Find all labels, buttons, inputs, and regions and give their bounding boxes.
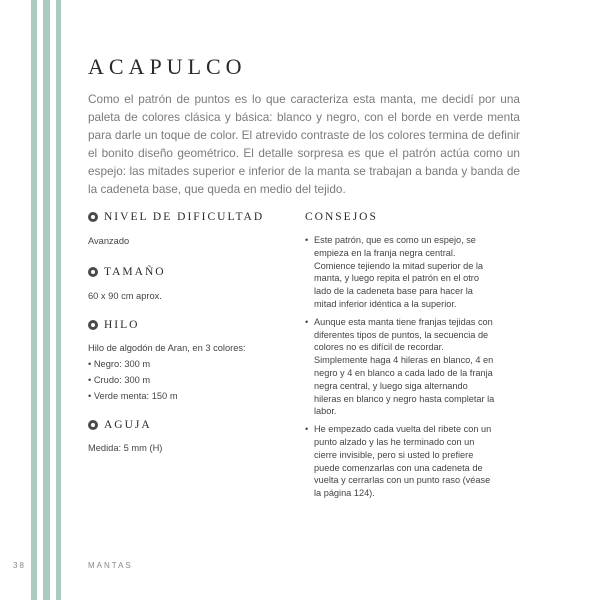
page-number: 38 (13, 561, 26, 570)
level-icon (88, 212, 98, 222)
difficulty-heading: NIVEL DE DIFICULTAD (104, 211, 265, 223)
yarn-icon (88, 320, 98, 330)
tips-heading: CONSEJOS (305, 211, 378, 223)
difficulty-section (88, 208, 288, 249)
hook-heading: AGUJA (104, 419, 152, 431)
tip-item: • Aunque esta manta tiene franjas tejidas con diferentes tipos de puntos, la secuencia de colores no es difícil de recordar. Simplemente haga 4 hileras en blanco, 4 en negro y 4 en blanco a cada lado de la franja negra central, y luego siga alternando hileras en blanco y negro hasta completar la labor. (305, 316, 495, 417)
size-heading: TAMAÑO (104, 266, 166, 278)
tip-item: • He empezado cada vuelta del ribete con un punto alzado y las he terminado con un cierre invisible, pero si usted lo prefiere puede comenzarlas con una cadeneta de vuelta y cerrarlas con un punto raso (véase la página 124). (305, 424, 492, 499)
pattern-specs (88, 208, 288, 456)
yarn-item: • Verde menta: 150 m (88, 391, 178, 401)
size-section (88, 263, 288, 304)
yarn-section (88, 316, 288, 404)
hook-icon (88, 420, 98, 430)
tips-section (305, 208, 495, 505)
decorative-stripe (43, 0, 50, 600)
yarn-item: • Negro: 300 m (88, 359, 151, 369)
section-name: MANTAS (88, 561, 133, 570)
size-icon (88, 267, 98, 277)
decorative-stripe (31, 0, 37, 600)
decorative-stripe (56, 0, 61, 600)
intro-paragraph: Como el patrón de puntos es lo que caracteriza esta manta, me decidí por una paleta de colores clásica y básica: blanco y negro, con el borde en verde menta para darle un toque de color. El atrevido contraste de los colores termina de definir el bonito diseño geométrico. El detalle sorpresa es que el patrón actúa como un espejo: las mitades superior e inferior de la manta se trabajan a banda y banda de la cadeneta base, que queda en medio del tejido. (88, 92, 520, 196)
yarn-intro: Hilo de algodón de Aran, en 3 colores: (88, 343, 246, 353)
difficulty-value: Avanzado (88, 236, 130, 246)
yarn-heading: HILO (104, 319, 140, 331)
hook-value: Medida: 5 mm (H) (88, 443, 163, 453)
tip-item: • Este patrón, que es como un espejo, se empieza en la franja negra central. Comience tejiendo la mitad superior de la manta, y luego repita el patrón en el otro lado de la cadeneta base para hacer la mitad inferior idéntica a la superior. (305, 235, 484, 309)
size-value: 60 x 90 cm aprox. (88, 291, 162, 301)
page-title: ACAPULCO (88, 54, 247, 79)
hook-section (88, 416, 288, 456)
yarn-item: • Crudo: 300 m (88, 375, 151, 385)
